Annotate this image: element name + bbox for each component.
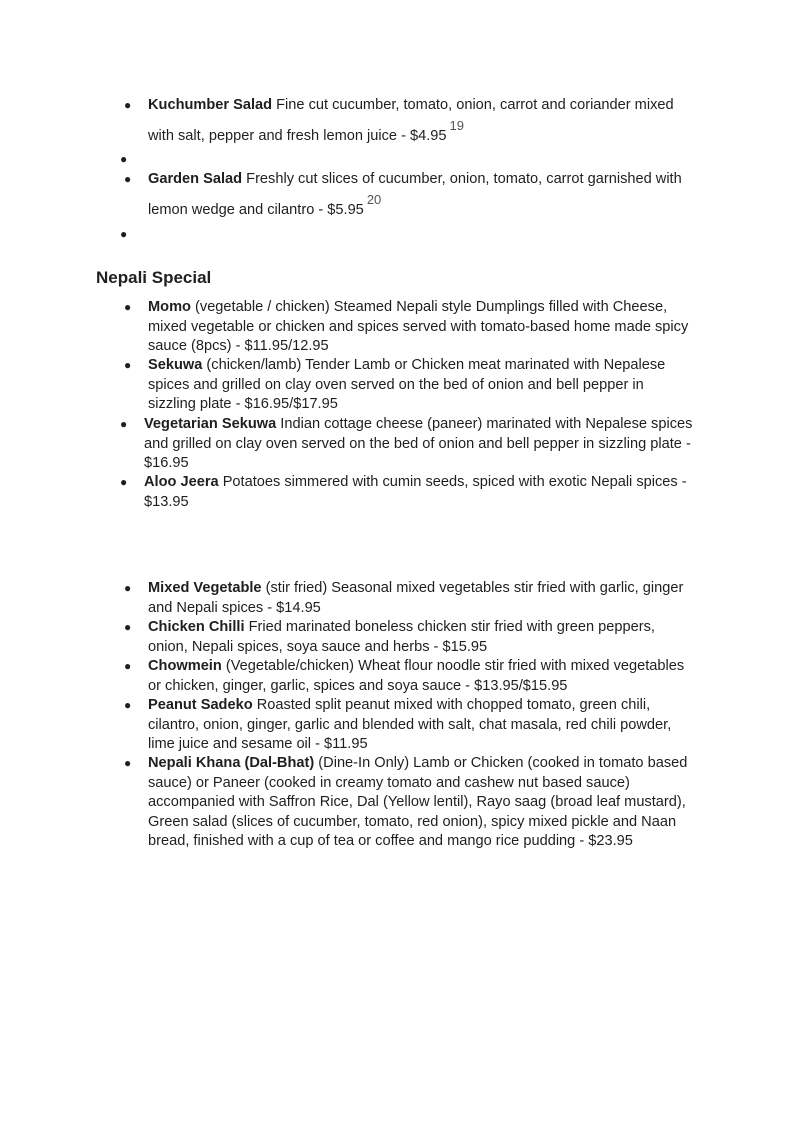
bullet-icon: ● <box>124 581 132 595</box>
item-name: Chowmein <box>148 658 222 674</box>
menu-item-peanut-sadeko <box>124 696 683 755</box>
item-description: (stir fried) Seasonal mixed vegetables stir fried with garlic, ginger and Nepali spices - $14.95 <box>148 580 684 616</box>
item-description: Freshly cut slices of cucumber, onion, tomato, carrot garnished with <box>246 171 682 187</box>
bullet-icon: ● <box>124 172 132 186</box>
bullet-icon: ● <box>124 358 132 372</box>
menu-item-momo <box>124 298 693 357</box>
section-title: Nepali Special <box>96 268 212 287</box>
item-description: (chicken/lamb) Tender Lamb or Chicken meat marinated with Nepalese spices and grilled on clay oven served on the bed of onion and bell pepper in sizzling plate - $16.95/$17.95 <box>148 357 666 412</box>
item-description: Fine cut cucumber, tomato, onion, carrot and coriander mixed <box>276 97 674 113</box>
empty-bullet-icon: ● <box>120 152 128 166</box>
bullet-icon: ● <box>124 620 132 634</box>
menu-item-aloo-jeera <box>120 473 704 512</box>
bullet-icon: ● <box>124 698 132 712</box>
item-description: (Dine-In Only) Lamb or Chicken (cooked in tomato based sauce) or Paneer (cooked in creamy tomato and cashew nut based sauce) accompanied with Saffron Rice, Dal (Yellow lentil), Rayo saag (broad leaf mustard), Green salad (slices of cucumber, tomato, red onion), spicy mixed pickle and Naan bread, finished with a cup of tea or coffee and mango rice pudding - $23.95 <box>148 755 688 849</box>
item-name: Mixed Vegetable <box>148 580 262 596</box>
item-name: Garden Salad <box>148 171 243 187</box>
menu-item-chowmein <box>124 657 698 696</box>
item-description: Roasted split peanut mixed with chopped tomato, green chili, cilantro, onion, ginger, garlic and blended with salt, chat masala, red chili powder, lime juice and sesame oil - $11.95 <box>148 697 672 752</box>
item-description: Potatoes simmered with cumin seeds, spiced with exotic Nepali spices - $13.95 <box>144 474 687 510</box>
item-name: Vegetarian Sekuwa <box>144 416 277 432</box>
menu-item-sekuwa <box>124 356 678 415</box>
item-name: Sekuwa <box>148 357 203 373</box>
item-name: Peanut Sadeko <box>148 697 253 713</box>
item-name: Aloo Jeera <box>144 474 219 490</box>
item-description: Indian cottage cheese (paneer) marinated with Nepalese spices and grilled on clay oven served on the bed of onion and bell pepper in sizzling plate - $16.95 <box>144 416 693 471</box>
item-name: Momo <box>148 299 191 315</box>
bullet-icon: ● <box>124 756 132 770</box>
menu-item-garden-salad <box>124 170 708 220</box>
item-name: Kuchumber Salad <box>148 97 273 113</box>
bullet-icon: ● <box>120 475 128 489</box>
item-description: Fried marinated boneless chicken stir fried with green peppers, onion, Nepali spices, soya sauce and herbs - $15.95 <box>148 619 655 655</box>
bullet-icon: ● <box>120 417 128 431</box>
menu-item-kuchumber-salad <box>124 96 708 146</box>
item-name: Nepali Khana (Dal-Bhat) <box>148 755 315 771</box>
item-description-cont: with salt, pepper and fresh lemon juice - $4.95 <box>148 127 447 144</box>
menu-item-chicken-chilli <box>124 618 668 657</box>
item-description: (Vegetable/chicken) Wheat flour noodle stir fried with mixed vegetables or chicken, ginger, garlic, spices and soya sauce - $13.95/$15.95 <box>148 658 685 694</box>
bullet-icon: ● <box>124 659 132 673</box>
item-description-cont: lemon wedge and cilantro - $5.95 <box>148 201 364 218</box>
footnote-marker: 19 <box>449 117 464 133</box>
menu-item-vegetarian-sekuwa <box>120 415 704 474</box>
bullet-icon: ● <box>124 300 132 314</box>
footnote-marker: 20 <box>366 191 382 207</box>
item-description: (vegetable / chicken) Steamed Nepali style Dumplings filled with Cheese, mixed vegetable or chicken and spices served with tomato-based home made spicy sauce (8pcs) - $11.95/12.95 <box>148 299 689 354</box>
empty-bullet-icon: ● <box>120 227 128 241</box>
item-name: Chicken Chilli <box>148 619 245 635</box>
menu-item-mixed-vegetable <box>124 579 698 618</box>
bullet-icon: ● <box>124 98 132 112</box>
menu-item-nepali-khana <box>124 754 708 852</box>
